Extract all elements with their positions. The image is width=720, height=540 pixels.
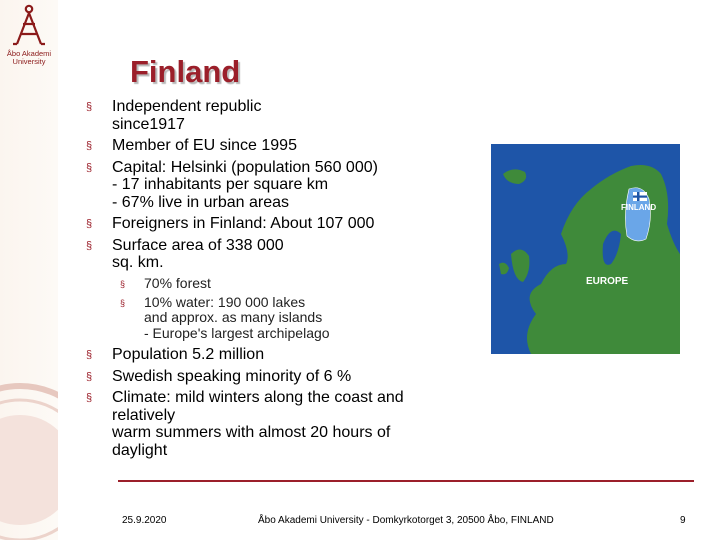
bullet-text-line: since1917 [112,115,185,133]
footer-divider [118,480,694,482]
bullet-marker-icon: § [120,279,126,289]
bullet-marker-icon: § [86,161,93,174]
bullet-marker-icon: § [86,349,93,361]
bullet-marker-icon: § [86,392,93,404]
bullet-marker-icon: § [86,101,93,113]
main-bullet-list-continued [86,346,466,463]
bullet-item [86,215,466,233]
bullet-marker-icon: § [86,239,93,252]
footer-page-number: 9 [680,515,686,526]
logo-text-line1: Åbo Akademi [6,49,52,58]
bullet-text-line: Climate: mild winters along the coast and [112,389,404,406]
logo-text-line2: University [12,57,46,66]
logo-emblem-icon [9,4,49,48]
europe-map-image [491,144,680,354]
bullet-item [86,98,466,133]
bullet-text-line: - 67% live in urban areas [112,193,289,211]
bullet-text-line: 70% forest [144,275,211,291]
bullet-text-line: - 17 inhabitants per square km [112,176,329,193]
bullet-item [86,237,466,272]
sidebar-band [0,0,58,540]
bullet-marker-icon: § [86,140,93,152]
bullet-text-line: sq. km. [112,254,164,271]
university-seal-watermark [0,380,58,540]
bullet-text-line: Surface area of 338 000 [112,236,284,254]
bullet-item [86,346,466,364]
bullet-text-line: Independent republic [112,98,262,115]
footer-address: Åbo Akademi University - Domkyrkotorget 3, 20500 Åbo, FINLAND [258,515,554,526]
slide-title: Finland [130,54,241,89]
bullet-text-line: Member of EU since 1995 [112,137,297,154]
bullet-text-line: Foreigners in Finland: About 107 000 [112,215,375,232]
bullet-text-line: and approx. as many islands [144,309,323,325]
bullet-item [86,368,466,386]
bullet-text-line: warm summers with almost 20 hours of [112,424,391,441]
bullet-marker-icon: § [86,370,93,383]
footer-date: 25.9.2020 [122,515,167,526]
map-illustration [491,144,680,354]
bullet-item [120,295,440,342]
bullet-text-line: 10% water: 190 000 lakes [144,293,306,310]
bullet-text-line: - Europe's largest archipelago [144,324,330,341]
bullet-item [86,159,466,212]
main-bullet-list [86,98,466,276]
bullet-item [120,276,440,292]
bullet-text-line: relatively [112,406,176,424]
bullet-marker-icon: § [120,297,126,308]
sub-bullet-list [120,276,440,344]
map-label-europe: EUROPE [586,276,629,287]
bullet-item [86,389,466,459]
bullet-text-line: Population 5.2 million [112,346,265,363]
university-logo [0,4,58,68]
bullet-text-line: daylight [112,441,168,459]
bullet-item [86,137,466,155]
bullet-text-line: Swedish speaking minority of 6 % [112,367,352,385]
bullet-text-line: Capital: Helsinki (population 560 000) [112,158,378,176]
bullet-marker-icon: § [86,218,93,230]
map-label-finland: FINLAND [621,203,657,212]
